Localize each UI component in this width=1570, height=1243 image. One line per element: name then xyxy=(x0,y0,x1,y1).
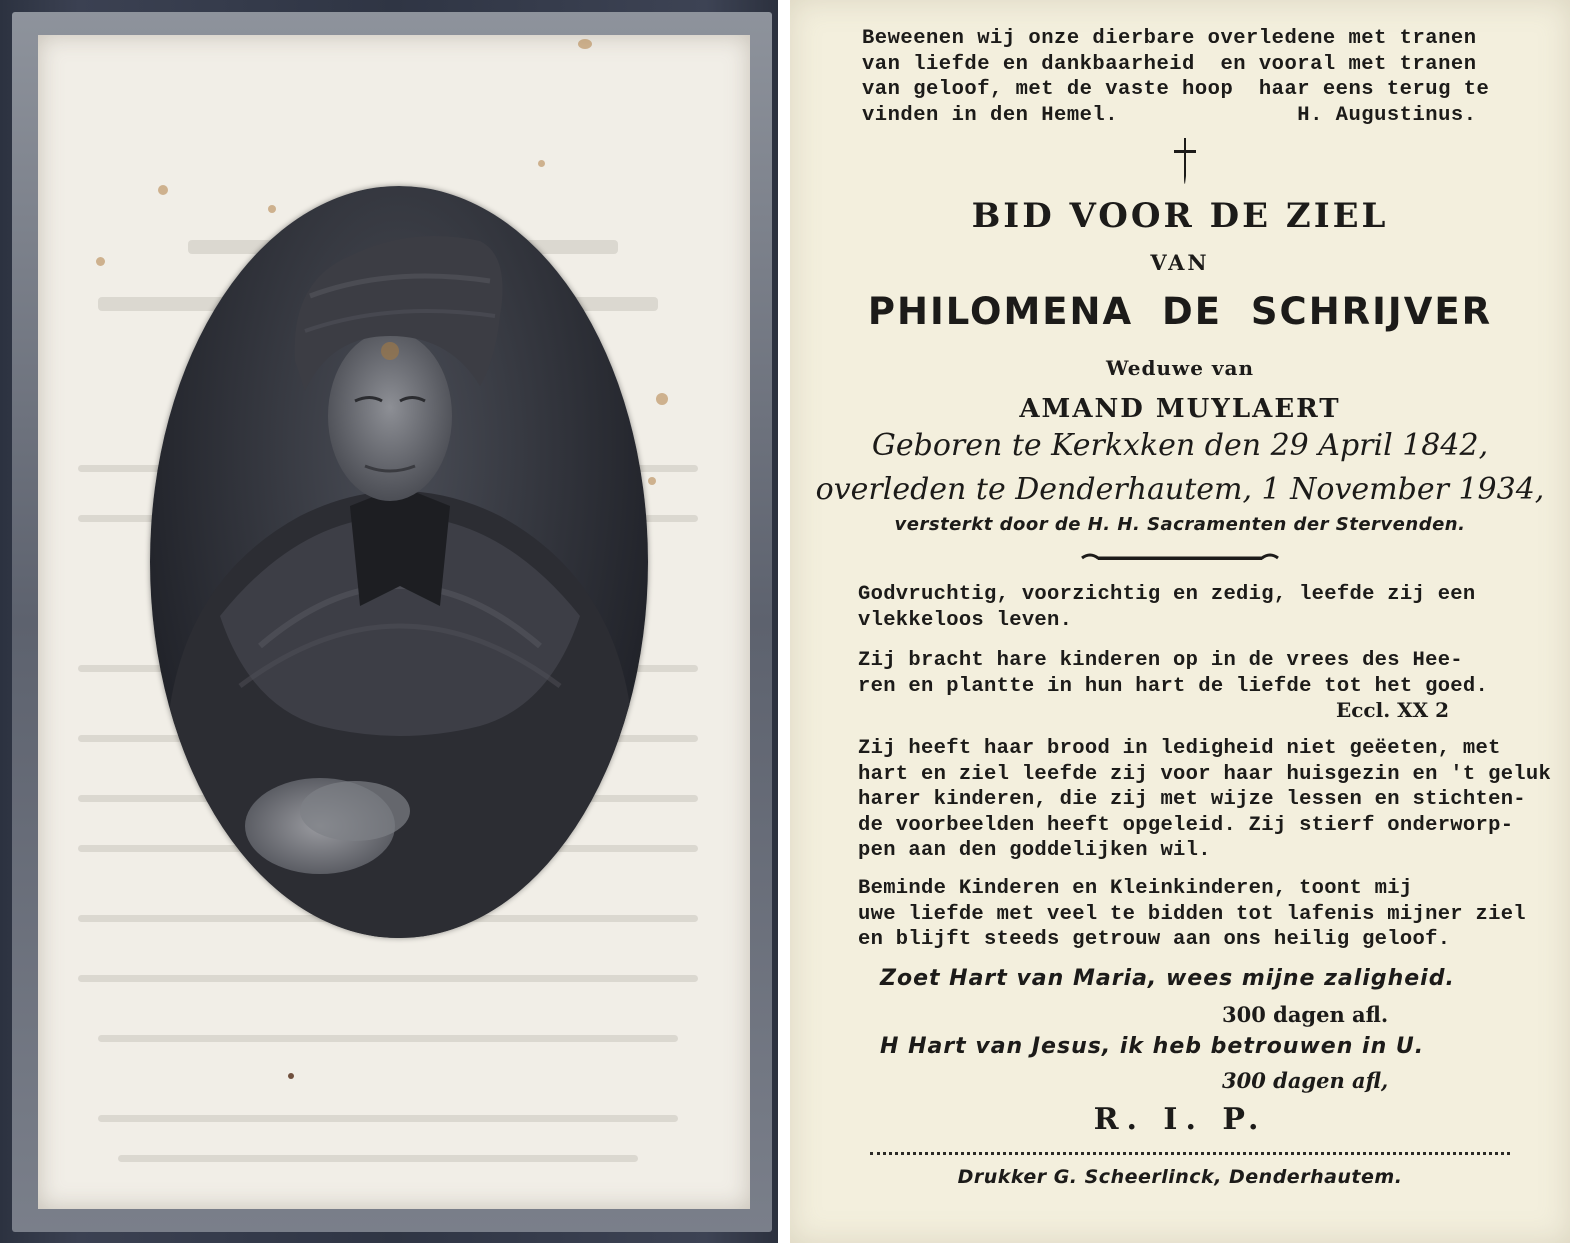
paragraph-children xyxy=(858,648,1500,699)
prayer-jesus: H Hart van Jesus, ik heb betrouwen in U. xyxy=(880,1034,1425,1059)
stain xyxy=(648,477,656,485)
stain xyxy=(538,160,545,167)
show-through-text xyxy=(98,1035,678,1042)
stain xyxy=(578,39,592,49)
husband-name: AMAND MUYLAERT xyxy=(1019,394,1341,424)
paragraph-life xyxy=(858,736,1552,864)
rip-label: R. I. P. xyxy=(1093,1102,1267,1137)
latin-cross-icon xyxy=(1170,136,1200,186)
indulgence-note: 300 dagen afl. xyxy=(1222,1002,1389,1027)
scripture-reference: Eccl. XX 2 xyxy=(1336,698,1450,722)
paragraph-line: vlekkeloos leven. xyxy=(858,608,1073,632)
stain xyxy=(96,257,105,266)
stain xyxy=(158,185,168,195)
death-line: overleden te Denderhautem, 1 November 1934, xyxy=(815,472,1545,507)
paragraph-virtue xyxy=(858,582,1500,633)
deceased-name: PHILOMENA DE SCHRIJVER xyxy=(867,290,1493,333)
paragraph-line: ren en plantte in hun hart de liefde tot het goed. xyxy=(858,674,1489,698)
paragraph-line: hart en ziel leefde zij voor haar huisgezin en 't geluk xyxy=(858,762,1552,786)
paragraph-line: uwe liefde met veel te bidden tot lafenis mijner ziel xyxy=(858,902,1526,926)
printer-credit: Drukker G. Scheerlinck, Denderhautem. xyxy=(957,1166,1403,1188)
memorial-text-card xyxy=(790,0,1570,1243)
paragraph-line: Zij bracht hare kinderen op in de vrees des Hee- xyxy=(858,649,1463,672)
paragraph-line: de voorbeelden heeft opgeleid. Zij stierf onderworp- xyxy=(858,813,1514,837)
stain xyxy=(268,205,276,213)
pray-for-soul-heading: BID VOOR DE ZIEL xyxy=(971,196,1389,236)
widow-of-label: Weduwe van xyxy=(1105,356,1255,380)
card-separator xyxy=(778,0,790,1243)
paragraph-line: Godvruchtig, voorzichtig en zedig, leefde zij een xyxy=(858,583,1476,606)
paragraph-line: Zij heeft haar brood in ledigheid niet geëeten, met xyxy=(858,737,1501,760)
show-through-text xyxy=(98,1115,678,1122)
ornamental-divider xyxy=(1080,548,1280,564)
bottom-rule xyxy=(870,1152,1510,1155)
paragraph-line: pen aan den goddelijken wil. xyxy=(858,839,1211,862)
stain xyxy=(288,1073,294,1079)
sacraments-line: versterkt door de H. H. Sacramenten der Stervenden. xyxy=(894,514,1466,535)
prayer-mary: Zoet Hart van Maria, wees mijne zaligheid. xyxy=(880,966,1455,991)
portrait-photo xyxy=(150,186,648,938)
show-through-text xyxy=(78,975,698,982)
paragraph-appeal xyxy=(858,876,1526,953)
indulgence-note: 300 dagen afl, xyxy=(1222,1068,1389,1093)
stain xyxy=(656,393,668,405)
quote-line: van liefde en dankbaarheid en vooral met tranen xyxy=(862,52,1477,76)
quote-line: vinden in den Hemel. H. Augustinus. xyxy=(862,103,1477,127)
paragraph-line: harer kinderen, die zij met wijze lessen en stichten- xyxy=(858,788,1526,811)
show-through-text xyxy=(118,1155,638,1162)
van-label: VAN xyxy=(1150,250,1210,275)
quote-line: van geloof, met de vaste hoop haar eens terug te xyxy=(862,78,1490,101)
paragraph-line: Beminde Kinderen en Kleinkinderen, toont mij xyxy=(858,877,1413,900)
quote-line: Beweenen wij onze dierbare overledene met tranen xyxy=(862,27,1477,50)
opening-quote xyxy=(862,26,1502,128)
birth-line: Geboren te Kerkxken den 29 April 1842, xyxy=(871,428,1489,463)
paragraph-line: en blijft steeds getrouw aan ons heilig geloof. xyxy=(858,928,1451,951)
